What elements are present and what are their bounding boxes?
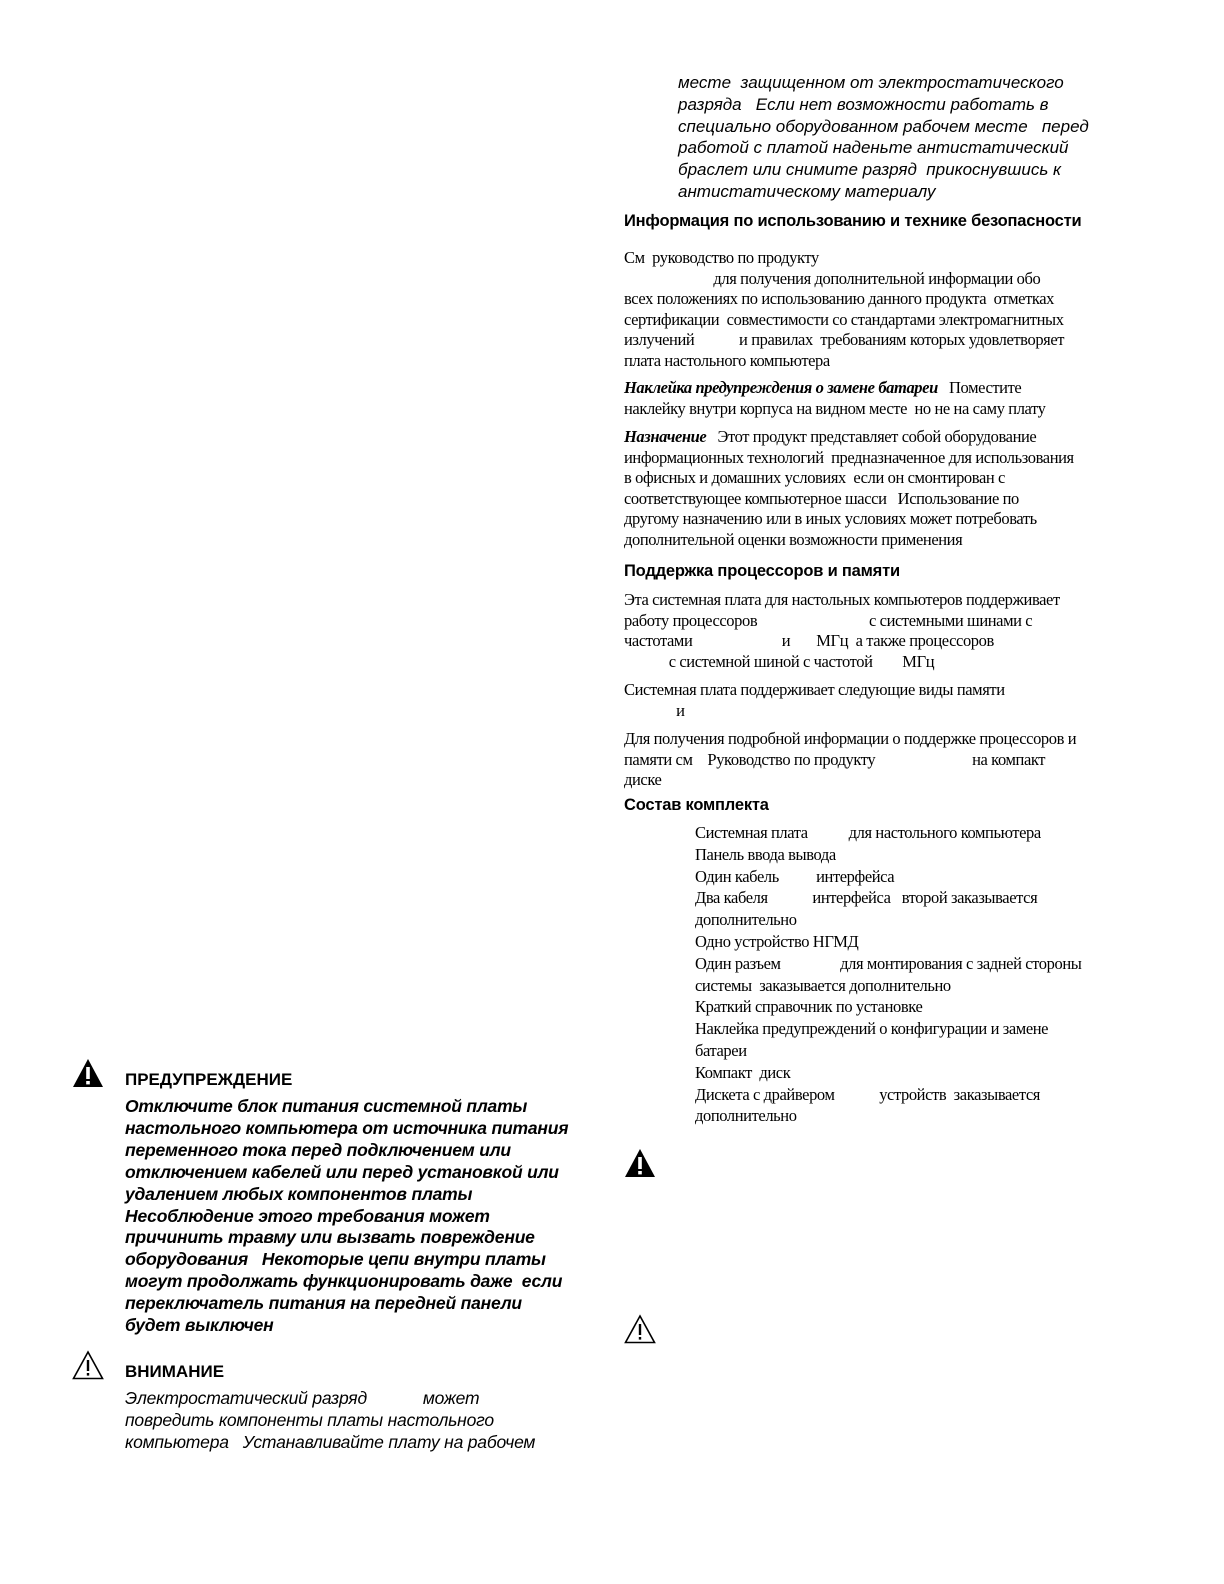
intro-line: антистатическому материалу <box>678 181 936 201</box>
text-line: для получения дополнительной информации обо <box>624 268 1041 288</box>
list-item: Дискета с драйвером устройств заказывается <box>695 1084 1040 1104</box>
text-line: и <box>624 700 685 720</box>
text-line <box>624 427 1074 448</box>
caution-text <box>125 1388 535 1454</box>
warning-text <box>125 1096 568 1337</box>
intro-paragraph <box>678 72 1089 203</box>
text-line: наклейку внутри корпуса на видном месте но не на саму плату <box>624 398 1046 418</box>
battery-text: Поместите <box>937 378 1022 397</box>
text-line: Отключите блок питания системной платы <box>125 1096 528 1116</box>
text-line: другому назначению или в иных условиях может потребовать <box>624 509 1037 528</box>
list-item: Одно устройство НГМД <box>695 931 859 951</box>
text-line: Для получения подробной информации о поддержке процессоров и <box>624 729 1077 748</box>
section-heading-cpu: Поддержка процессоров и памяти <box>624 562 900 580</box>
text-line: плата настольного компьютера <box>624 350 830 370</box>
caution-title: ВНИМАНИЕ <box>125 1362 225 1381</box>
text-line: причинить травму или вызвать повреждение <box>125 1227 535 1248</box>
text-line: переключатель питания на передней панели <box>125 1293 522 1314</box>
text-line: Системная плата поддерживает следующие виды памяти <box>624 680 1005 699</box>
text-line <box>624 378 1045 399</box>
text-line: См руководство по продукту <box>624 248 819 267</box>
list-item: Краткий справочник по установке <box>695 997 923 1017</box>
cpu-paragraph <box>624 590 1060 672</box>
text-line: информационных технологий предназначенное для использования <box>624 447 1074 467</box>
purpose-paragraph <box>624 427 1074 550</box>
warning-triangle-icon <box>624 1148 656 1178</box>
text-line: отключением кабелей или перед установкой или <box>125 1161 559 1182</box>
text-line: соответствующее компьютерное шасси Использование по <box>624 488 1019 508</box>
intro-line: разряда Если нет возможности работать в <box>678 94 1049 114</box>
text-line: сертификации совместимости со стандартами электромагнитных <box>624 309 1064 329</box>
text-line: повредить компоненты платы настольного <box>125 1409 494 1430</box>
list-item: системы заказывается дополнительно <box>695 975 951 995</box>
text-line: Электростатический разряд может <box>125 1388 480 1408</box>
list-item: батареи <box>695 1040 747 1060</box>
text-line: переменного тока перед подключением или <box>125 1139 511 1160</box>
text-line: работу процессоров с системными шинами с <box>624 610 1033 630</box>
memory-paragraph <box>624 680 1005 721</box>
details-paragraph <box>624 729 1076 791</box>
intro-line: месте защищенном от электростатического <box>678 73 1064 92</box>
intro-line: работой с платой наденьте антистатический <box>678 138 1069 158</box>
caution-triangle-icon <box>72 1350 104 1380</box>
list-item: Компакт диск <box>695 1062 791 1082</box>
text-line: в офисных и домашних условиях если он смонтирован с <box>624 468 1005 487</box>
safety-paragraph <box>624 248 1064 371</box>
warning-title: ПРЕДУПРЕЖДЕНИЕ <box>125 1070 293 1089</box>
section-heading-kit: Состав комплекта <box>624 796 769 814</box>
purpose-text: Этот продукт представляет собой оборудование <box>706 427 1037 446</box>
text-line: оборудования Некоторые цепи внутри платы <box>125 1249 546 1270</box>
text-line: с системной шиной с частотой МГц <box>624 651 935 671</box>
list-item: дополнительно <box>695 1106 797 1126</box>
text-line: частотами и МГц а также процессоров <box>624 631 994 650</box>
text-line: настольного компьютера от источника питания <box>125 1117 569 1138</box>
text-line: компьютера Устанавливайте плату на рабочем <box>125 1431 536 1452</box>
purpose-label: Назначение <box>624 427 707 446</box>
text-line: Несоблюдение этого требования может <box>125 1205 490 1226</box>
intro-line: браслет или снимите разряд прикоснувшись к <box>678 160 1062 180</box>
text-line: Эта системная плата для настольных компьютеров поддерживает <box>624 590 1060 609</box>
caution-triangle-icon <box>624 1314 656 1344</box>
battery-label: Наклейка предупреждения о замене батареи <box>624 378 938 397</box>
list-item: Один разъем для монтирования с задней стороны <box>695 953 1082 973</box>
text-line: излучений и правилах требованиям которых удовлетворяет <box>624 330 1065 349</box>
text-line: всех положениях по использованию данного продукта отметках <box>624 289 1055 308</box>
list-item: Системная плата для настольного компьютера <box>695 823 1041 842</box>
warning-triangle-icon <box>72 1058 104 1088</box>
list-item: Два кабеля интерфейса второй заказывается <box>695 888 1038 908</box>
text-line: дополнительной оценки возможности применения <box>624 529 963 549</box>
text-line: будет выключен <box>125 1315 274 1336</box>
list-item: дополнительно <box>695 910 797 930</box>
list-item: Один кабель интерфейса <box>695 866 895 886</box>
battery-paragraph <box>624 378 1045 419</box>
text-line: диске <box>624 770 662 789</box>
section-heading-safety: Информация по использованию и технике безопасности <box>624 212 1082 230</box>
list-item: Наклейка предупреждений о конфигурации и замене <box>695 1019 1049 1039</box>
text-line: удалением любых компонентов платы <box>125 1183 473 1204</box>
list-item: Панель ввода вывода <box>695 844 836 864</box>
intro-line: специально оборудованном рабочем месте перед <box>678 116 1089 136</box>
kit-list <box>695 822 1081 1127</box>
text-line: памяти см Руководство по продукту на компакт <box>624 749 1046 769</box>
text-line: могут продолжать функционировать даже если <box>125 1271 563 1292</box>
